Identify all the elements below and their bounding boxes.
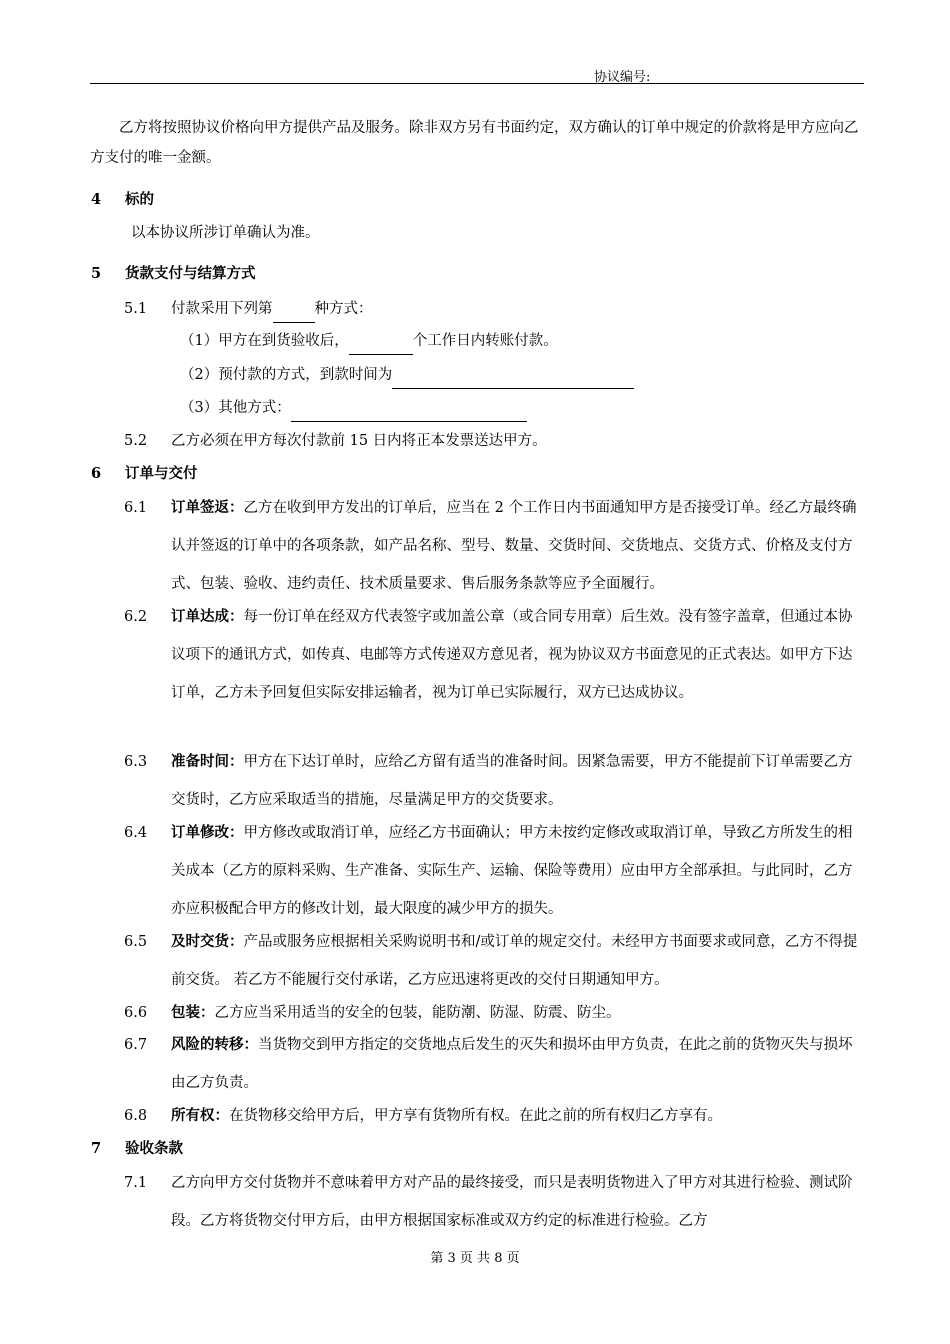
clause-text: 付款采用下列第: [171, 301, 273, 317]
clause-number: 5.2: [124, 433, 148, 449]
blank-line[interactable]: [392, 372, 634, 389]
section-6-heading: [91, 463, 198, 485]
header-rule: [90, 83, 864, 84]
clause-6-3: [124, 743, 864, 819]
option-1: [180, 322, 558, 360]
section-number: 4: [91, 191, 102, 208]
section-title: 标的: [125, 191, 154, 208]
option-text: （3）其他方式：: [180, 400, 291, 416]
clause-5-2: [124, 422, 864, 460]
clause-text: 乙方必须在甲方每次付款前 15 日内将正本发票送达甲方。: [171, 433, 547, 449]
clause-number: 6.4: [124, 825, 148, 841]
clause-text: 产品或服务应根据相关采购说明书和/或订单的规定交付。未经甲方书面要求或同意，乙方不得提前交货。 若乙方不能履行交付承诺，乙方应迅速将更改的交付日期通知甲方。: [171, 934, 858, 988]
clause-text: 甲方修改或取消订单，应经乙方书面确认；甲方未按约定修改或取消订单，导致乙方所发生的相关成本（乙方的原料采购、生产准备、实际生产、运输、保险等费用）应由甲方全部承担。与此同时，乙方亦应积极配合甲方的修改计划，最大限度的减少甲方的损失。: [171, 825, 853, 917]
blank-line[interactable]: [291, 405, 527, 422]
clause-label: 订单修改：: [171, 824, 244, 841]
clause-6-2: [124, 598, 864, 712]
option-text: （2）预付款的方式，到款时间为: [180, 367, 393, 383]
clause-text: 在货物移交给甲方后，甲方享有货物所有权。在此之前的所有权归乙方享有。: [229, 1108, 722, 1124]
clause-6-8: [124, 1097, 864, 1135]
section-title: 货款支付与结算方式: [125, 265, 256, 282]
clause-text: 每一份订单在经双方代表签字或加盖公章（或合同专用章）后生效。没有签字盖章，但通过本协议项下的通讯方式，如传真、电邮等方式传递双方意见者，视为协议双方书面意见的正式表达。如甲方下达订单，乙方未予回复但实际安排运输者，视为订单已实际履行，双方已达成协议。: [171, 609, 853, 701]
clause-number: 6.8: [124, 1108, 148, 1124]
section-7-heading: [91, 1138, 183, 1160]
section-title: 订单与交付: [125, 465, 198, 482]
clause-label: 准备时间：: [171, 753, 244, 770]
agreement-number-label: 协议编号:: [594, 70, 651, 85]
section-number: 6: [91, 465, 102, 482]
section-5-heading: [91, 263, 256, 285]
clause-text: 乙方向甲方交付货物并不意味着甲方对产品的最终接受，而只是表明货物进入了甲方对其进行检验、测试阶段。乙方将货物交付甲方后，由甲方根据国家标准或双方约定的标准进行检验。乙方: [171, 1175, 853, 1229]
clause-number: 6.5: [124, 934, 148, 950]
section-number: 5: [91, 265, 102, 282]
clause-text: 乙方应当采用适当的安全的包装，能防潮、防湿、防震、防尘。: [214, 1005, 621, 1021]
section-4-text: 以本协议所涉订单确认为准。: [131, 225, 320, 241]
clause-label: 风险的转移：: [171, 1036, 258, 1053]
intro-paragraph: 乙方将按照协议价格向甲方提供产品及服务。除非双方另有书面约定，双方确认的订单中规定的价款将是甲方应向乙方支付的唯一金额。: [90, 120, 859, 166]
clause-label: 订单达成：: [171, 608, 244, 625]
clause-text: 种方式：: [314, 301, 373, 317]
clause-number: 6.1: [124, 500, 148, 516]
clause-number: 5.1: [124, 301, 148, 317]
option-text: （1）甲方在到货验收后，: [180, 333, 349, 349]
section-number: 7: [91, 1140, 102, 1157]
clause-label: 订单签返：: [171, 499, 244, 516]
clause-text: 甲方在下达订单时，应给乙方留有适当的准备时间。因紧急需要，甲方不能提前下订单需要乙方交货时，乙方应采取适当的措施，尽量满足甲方的交货要求。: [171, 754, 853, 808]
clause-number: 6.3: [124, 754, 148, 770]
clause-label: 包装：: [171, 1004, 215, 1021]
option-text: 个工作日内转账付款。: [412, 333, 558, 349]
clause-label: 所有权：: [171, 1107, 229, 1124]
clause-6-1: [124, 489, 864, 603]
clause-6-7: [124, 1026, 864, 1102]
blank-line[interactable]: [349, 338, 413, 355]
page-number: 第 3 页 共 8 页: [430, 1251, 520, 1266]
blank-line[interactable]: [273, 306, 315, 323]
clause-text: 乙方在收到甲方发出的订单后，应当在 2 个工作日内书面通知甲方是否接受订单。经乙方最终确认并签返的订单中的各项条款，如产品名称、型号、数量、交货时间、交货地点、交货方式、价格及支付方式、包装、验收、违约责任、技术质量要求、售后服务条款等应予全面履行。: [171, 500, 857, 592]
clause-number: 7.1: [124, 1175, 148, 1191]
clause-7-1: [124, 1164, 864, 1240]
section-4-heading: [91, 189, 154, 211]
clause-label: 及时交货：: [171, 933, 244, 950]
clause-number: 6.6: [124, 1005, 148, 1021]
clause-text: 当货物交到甲方指定的交货地点后发生的灭失和损坏由甲方负责，在此之前的货物灭失与损坏由乙方负责。: [171, 1037, 853, 1091]
clause-6-5: [124, 923, 864, 999]
clause-number: 6.7: [124, 1037, 148, 1053]
clause-6-4: [124, 814, 864, 928]
section-title: 验收条款: [125, 1140, 183, 1157]
clause-number: 6.2: [124, 609, 148, 625]
